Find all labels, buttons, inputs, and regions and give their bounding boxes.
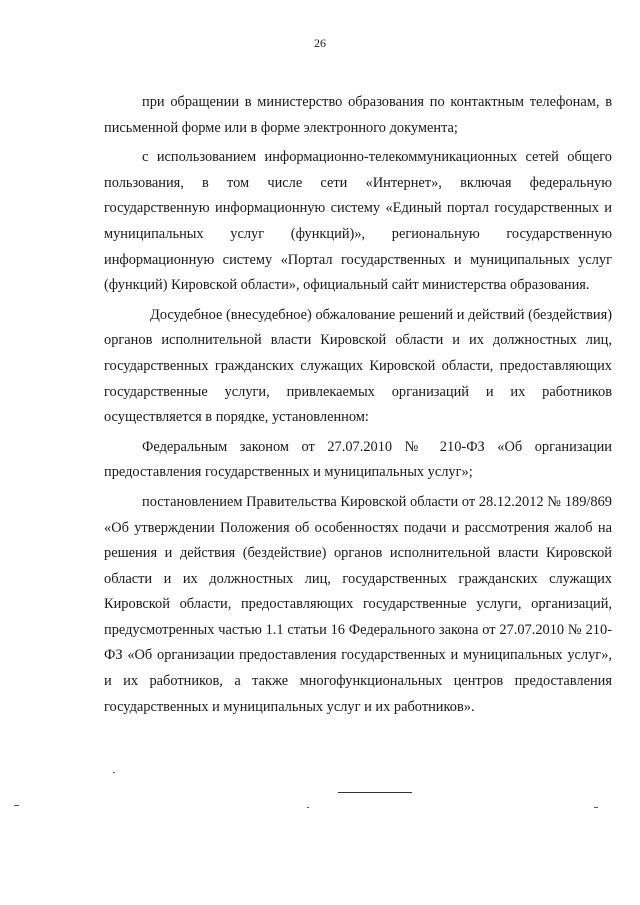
scan-speck <box>307 807 309 808</box>
paragraph-internet-networks: с использованием информационно-телекоммуникационных сетей общего пользования, в том числе сети «Интернет», включая федеральную государственную информационную систему «Единый портал государственных и муниципальных услуг (функций)», региональную государственную информационную систему «Портал государственных и муниципальных услуг (функций) Кировской области», официальный сайт министерства образования. <box>104 149 612 294</box>
end-separator-line <box>338 792 412 793</box>
scan-speck <box>113 772 115 773</box>
paragraph-government-resolution: постановлением Правительства Кировской области от 28.12.2012 № 189/869 «Об утверждении Положения об особенностях подачи и рассмотрения жалоб на решения и действия (бездействие) органов исполнительной власти Кировской области и их должностных лиц, государственных гражданских служащих Кировской области, предоставляющих государственные услуги, организаций, предусмотренных частью 1.1 статьи 16 Федерального закона от 27.07.2010 № 210-ФЗ «Об организации предоставления государственных и муниципальных услуг», и их работников, а также многофункциональных центров предоставления государственных и муниципальных услуг и их работников». <box>104 493 612 715</box>
document-body <box>104 90 612 720</box>
scan-speck <box>594 807 598 808</box>
scan-speck <box>14 805 19 806</box>
paragraph-contact-methods: при обращении в министерство образования по контактным телефонам, в письменной форме или в форме электронного документа; <box>104 94 612 136</box>
paragraph-federal-law: Федеральным законом от 27.07.2010 № 210-ФЗ «Об организации предоставления государственных и муниципальных услуг»; <box>104 438 612 481</box>
paragraph-pretrial-appeal: Досудебное (внесудебное) обжалование решений и действий (бездействия) органов исполнительной власти Кировской области и их должностных лиц, государственных гражданских служащих Кировской области, предоставляющих государственные услуги, привлекаемых организаций и их работников осуществляется в порядке, установленном: <box>104 306 612 426</box>
page-number: 26 <box>314 36 326 50</box>
